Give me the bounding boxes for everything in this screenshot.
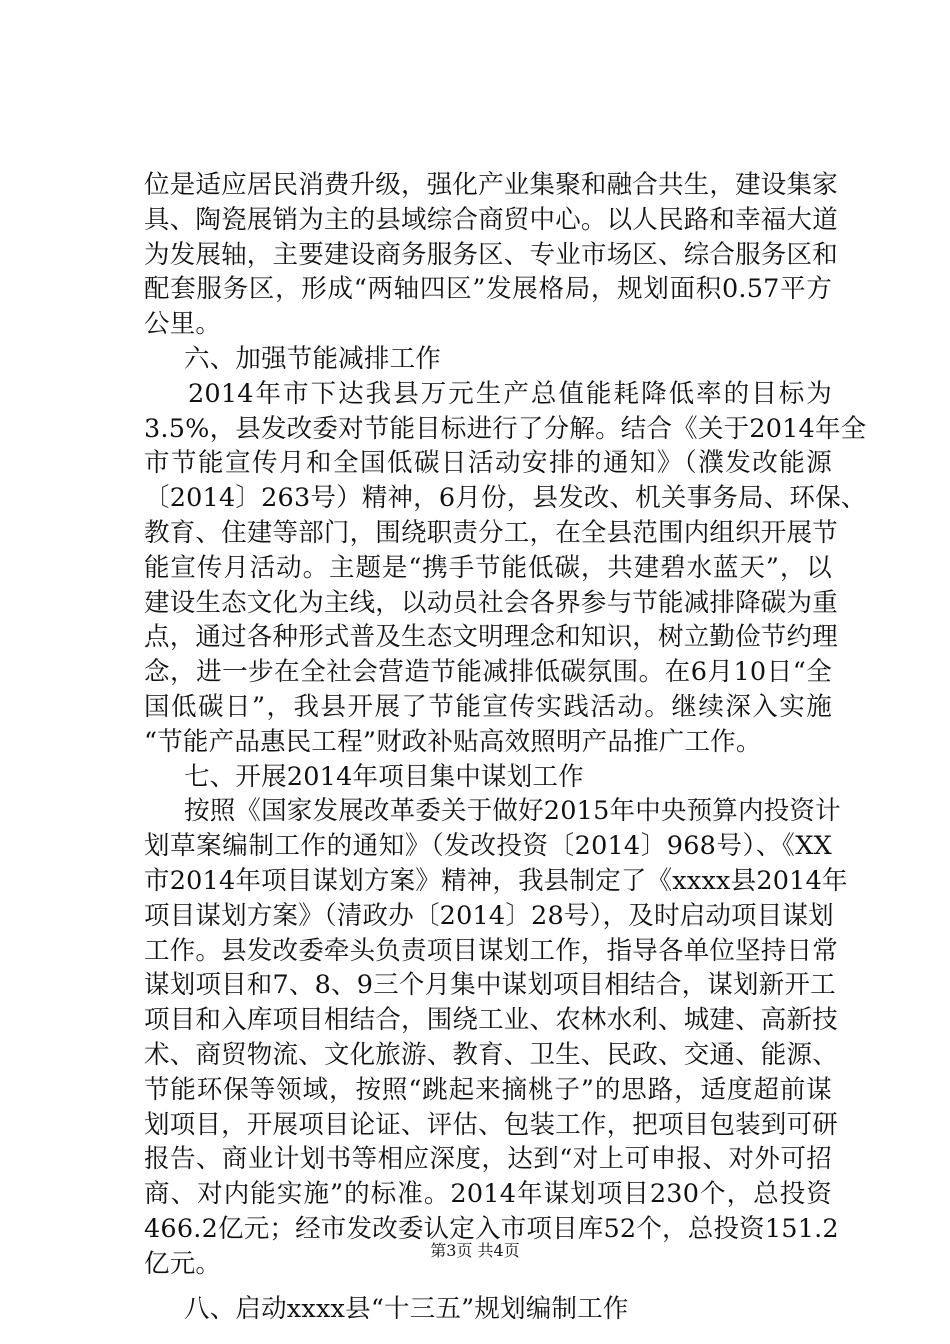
text-line: 商、对内能实施”的标准。2014年谋划项目230个，总投资 <box>144 1179 832 1210</box>
section-heading-8: 八、启动xxxx县“十三五”规划编制工作 <box>184 1293 629 1324</box>
text-line: 报告、商业计划书等相应深度，达到“对上可申报、对外可招 <box>144 1144 832 1175</box>
text-line: 工作。县发改委牵头负责项目谋划工作，指导各单位坚持日常 <box>144 935 838 966</box>
text-line: 国低碳日”，我县开展了节能宣传实践活动。继续深入实施 <box>144 691 832 722</box>
text-line: 项目和入库项目相结合，围绕工业、农林水利、城建、高新技 <box>144 1005 838 1036</box>
text-line: 节能环保等领域，按照“跳起来摘桃子”的思路，适度超前谋 <box>144 1074 832 1105</box>
text-line: “节能产品惠民工程”财政补贴高效照明产品推广工作。 <box>144 726 762 757</box>
text-line: 2014年市下达我县万元生产总值能耗降低率的目标为 <box>188 378 832 409</box>
text-line: 点，通过各种形式普及生态文明理念和知识，树立勤俭节约理 <box>144 622 838 653</box>
text-line: 为发展轴，主要建设商务服务区、专业市场区、综合服务区和 <box>144 239 838 270</box>
text-line: 位是适应居民消费升级，强化产业集聚和融合共生，建设集家 <box>144 170 838 200</box>
text-line: 亿元。 <box>144 1248 222 1279</box>
text-line: 市节能宣传月和全国低碳日活动安排的通知》（濮发改能源 <box>144 448 832 479</box>
paragraph-gap <box>144 1282 832 1292</box>
document-body <box>144 168 867 1326</box>
text-line: 市2014年项目谋划方案》精神，我县制定了《xxxx县2014年 <box>144 865 848 896</box>
text-line: 术、商贸物流、文化旅游、教育、卫生、民政、交通、能源、 <box>144 1039 838 1070</box>
text-line: 念，进一步在全社会营造节能减排低碳氛围。在6月10日“全 <box>144 657 832 688</box>
text-line: 建设生态文化为主线，以动员社会各界参与节能减排降碳为重 <box>144 587 838 618</box>
text-line: 项目谋划方案》（清政办〔2014〕28号），及时启动项目谋划 <box>144 900 834 931</box>
text-line: 3.5%，县发改委对节能目标进行了分解。结合《关于2014年全 <box>144 413 867 444</box>
text-line: 谋划项目和7、8、9三个月集中谋划项目相结合，谋划新开工 <box>144 970 836 1001</box>
text-line: 〔2014〕263号）精神，6月份，县发改、机关事务局、环保、 <box>144 483 867 514</box>
section-heading-7: 七、开展2014年项目集中谋划工作 <box>184 761 584 792</box>
text-line: 按照《国家发展改革委关于做好2015年中央预算内投资计 <box>184 796 841 827</box>
text-line: 教育、住建等部门，围绕职责分工，在全县范围内组织开展节 <box>144 517 838 548</box>
text-line: 公里。 <box>144 309 222 340</box>
page-number-footer: 第3页 共4页 <box>430 1241 520 1260</box>
text-line: 划项目，开展项目论证、评估、包装工作，把项目包装到可研 <box>144 1109 838 1140</box>
section-heading-6: 六、加强节能减排工作 <box>184 343 442 374</box>
text-line: 划草案编制工作的通知》（发改投资〔2014〕968号）、《XX <box>144 831 832 862</box>
text-line: 配套服务区，形成“两轴四区”发展格局，规划面积0.57平方 <box>144 274 832 305</box>
text-line: 能宣传月活动。主题是“携手节能低碳，共建碧水蓝天”，以 <box>144 552 832 583</box>
text-line: 具、陶瓷展销为主的县域综合商贸中心。以人民路和幸福大道 <box>144 204 838 235</box>
text-line: 466.2亿元；经市发改委认定入市项目库52个，总投资151.2 <box>144 1213 839 1244</box>
